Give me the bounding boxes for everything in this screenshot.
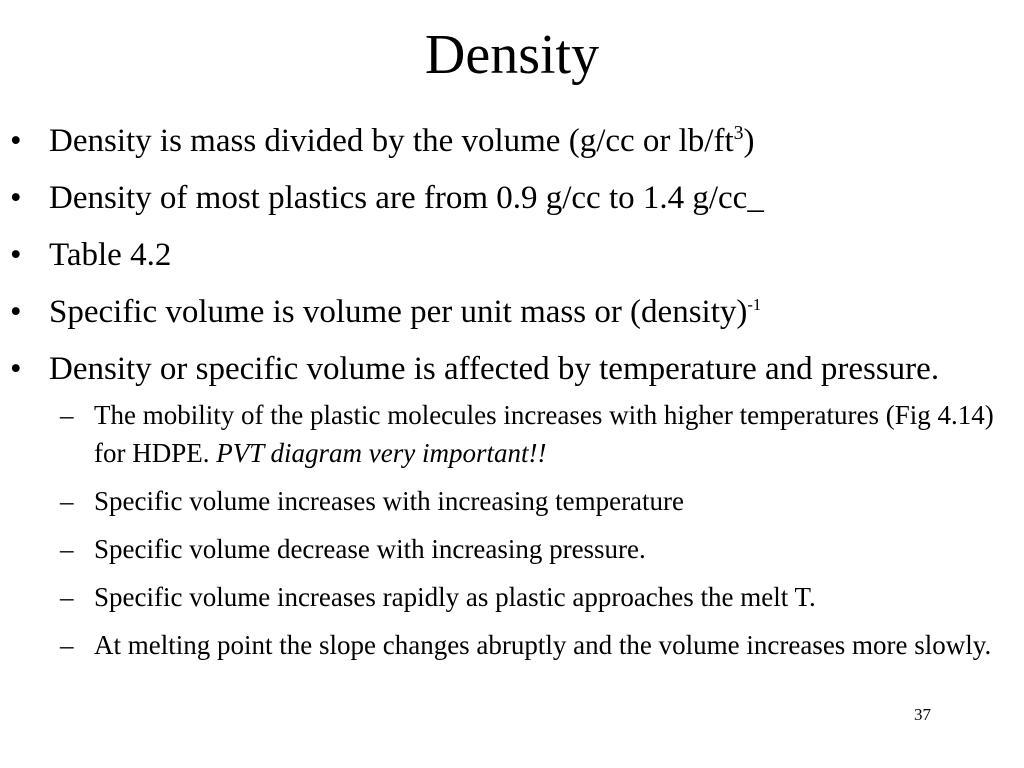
- bullet-text: Density is mass divided by the volume (g/cc or lb/ft: [49, 123, 734, 159]
- bullet-text: Specific volume is volume per unit mass or (density): [49, 294, 748, 330]
- sub-bullet-item: [0, 396, 1024, 472]
- sub-bullet-item: [0, 578, 1024, 616]
- slide-number: 37: [914, 705, 931, 724]
- slide-title: Density: [424, 24, 600, 86]
- sub-bullet-text: At melting point the slope changes abruptly and the volume increases more slowly.: [94, 630, 992, 660]
- bullet-dot: •: [10, 180, 22, 216]
- bullet-list: [0, 118, 1024, 674]
- bullet-item: [0, 346, 1024, 392]
- sub-bullet-dash: –: [60, 630, 74, 660]
- bullet-item: [0, 232, 1024, 278]
- bullet-text: Table 4.2: [49, 237, 172, 273]
- sub-bullet-dash: –: [60, 486, 74, 516]
- bullet-text: Density of most plastics are from 0.9 g/cc to 1.4 g/cc_: [49, 180, 764, 216]
- emphasis-text: PVT diagram very important!!: [216, 438, 547, 468]
- bullet-dot: •: [10, 351, 22, 387]
- sub-bullet-text: The mobility of the plastic molecules increases with higher temperatures (Fig 4.14) for HDPE.: [94, 400, 994, 468]
- sub-bullet-text: Specific volume increases rapidly as plastic approaches the melt T.: [94, 582, 816, 612]
- bullet-dot: •: [10, 123, 22, 159]
- sub-bullet-item: [0, 626, 1024, 664]
- sub-bullet-dash: –: [60, 400, 74, 430]
- sub-bullet-dash: –: [60, 534, 74, 564]
- bullet-text: Density or specific volume is affected by temperature and pressure.: [49, 351, 940, 387]
- bullet-item: [0, 289, 1024, 335]
- sub-bullet-text: Specific volume decrease with increasing pressure.: [94, 534, 646, 564]
- superscript: -1: [747, 295, 762, 314]
- bullet-text-end: ): [743, 123, 755, 159]
- superscript: 3: [733, 122, 744, 144]
- bullet-dot: •: [10, 237, 22, 273]
- sub-bullet-item: [0, 530, 1024, 568]
- bullet-dot: •: [10, 294, 22, 330]
- sub-bullet-item: [0, 482, 1024, 520]
- sub-bullet-dash: –: [60, 582, 74, 612]
- bullet-item: [0, 175, 1024, 221]
- bullet-item: [0, 118, 1024, 164]
- sub-bullet-text: Specific volume increases with increasing temperature: [94, 486, 685, 516]
